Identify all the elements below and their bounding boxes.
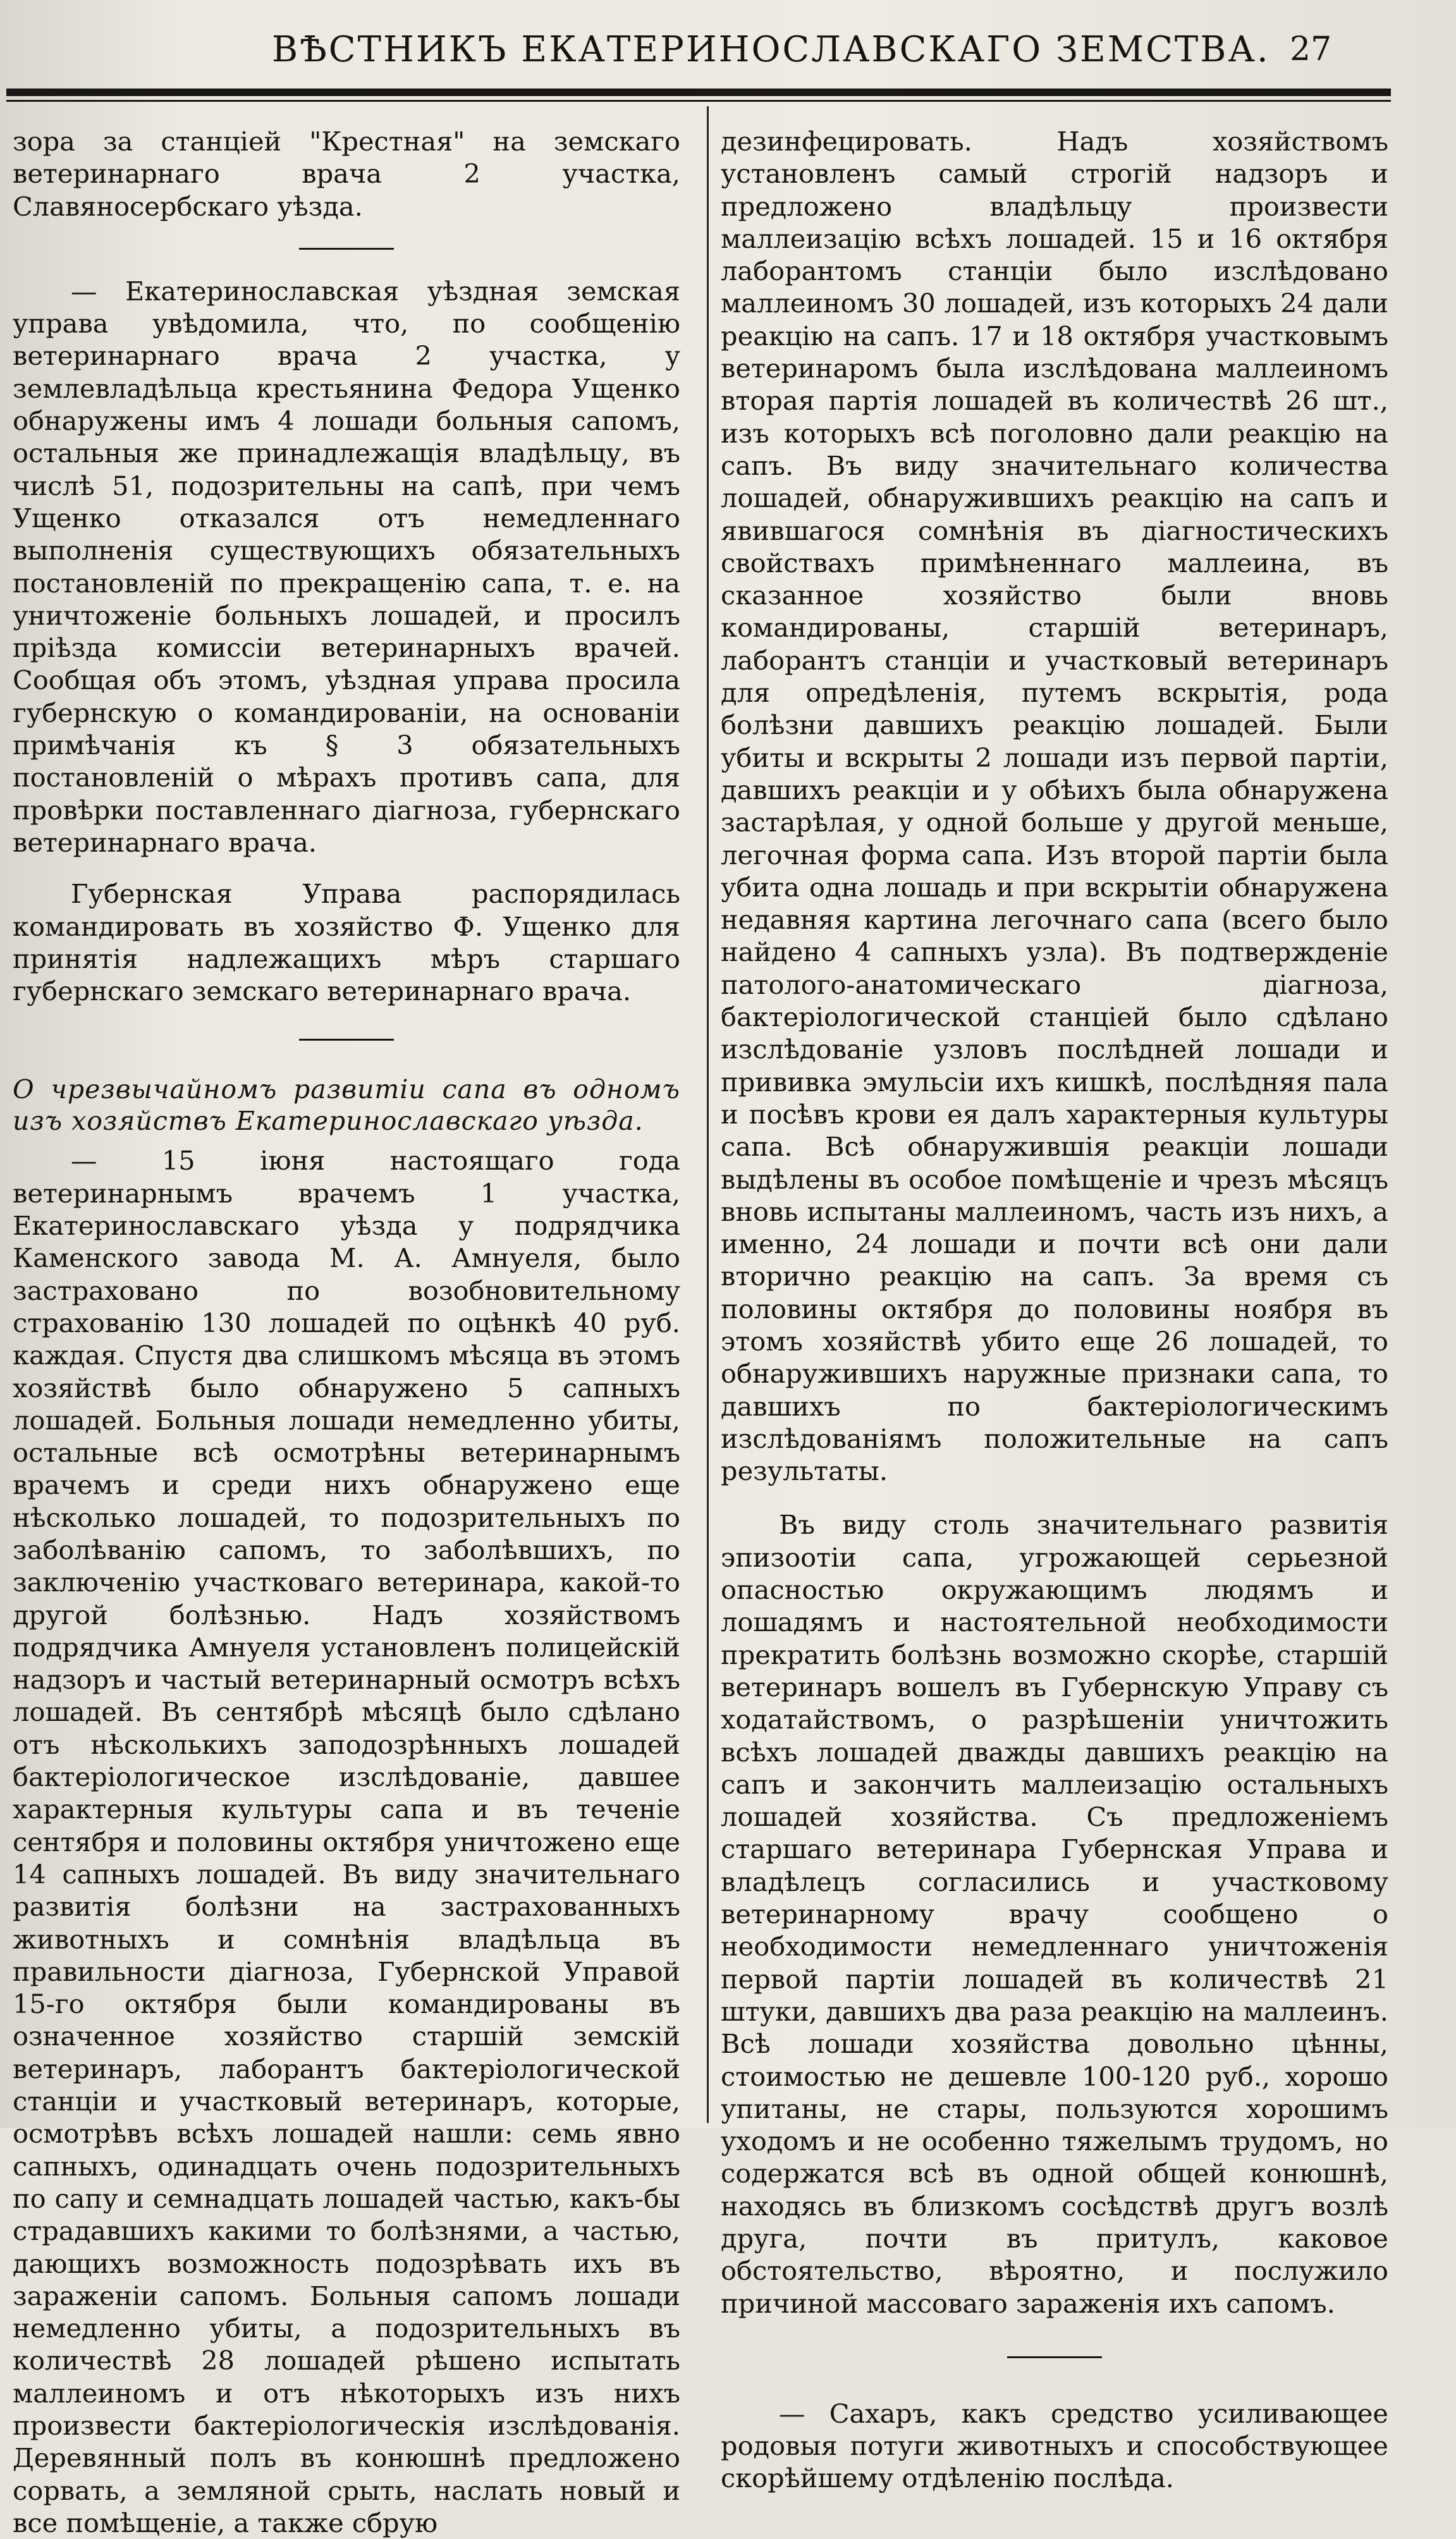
article-paragraph: — 15 iюня настоящаго года ветеринарнымъ врачемъ 1 участка, Екатеринославскаго уѣзда у подрядчика Каменского завода М. А. Амнуеля, было застраховано по возобновительному страхованiю 130 лошадей по оцѣнкѣ 40 руб. каждая. Спустя два слишкомъ мѣсяца въ этомъ хозяйствѣ было обнаружено 5 сапныхъ лошадей. Больныя лошади немедленно убиты, остальные всѣ осмотрѣны ветеринарнымъ врачемъ и среди нихъ обнаружено еще нѣсколько лошадей, то подозрительныхъ по заболѣванiю сапомъ, то заболѣвшихъ, по заключенiю участковаго ветеринара, какой-то другой болѣзнью. Надъ хозяйствомъ подрядчика Амнуеля установленъ полицейскiй надзоръ и частый ветеринарный осмотръ всѣхъ лошадей. Въ сентябрѣ мѣсяцѣ было сдѣлано отъ нѣсколькихъ заподозрѣнныхъ лошадей бактерiологическое изслѣдованiе, давшее характерныя культуры сапа и въ теченiе сентября и половины октября уничтожено еще 14 сапныхъ лошадей. Въ виду значительнаго развитiя болѣзни на застрахованныхъ животныхъ и сомнѣнiя владѣльца въ правильности дiагноза, Губернской Управой 15-го октября были командированы въ означенное хозяйство старшiй земскiй ветеринаръ, лаборантъ бактерiологической станцiи и участковый ветеринаръ, которые, осмотрѣвъ всѣхъ лошадей нашли: семь явно сапныхъ, одинадцать очень подозрительныхъ по сапу и семнадцать лошадей частью, какъ-бы страдавшихъ какими то болѣзнями, а частью, дающихъ возможность подозрѣвать ихъ въ зараженiи сапомъ. Больныя сапомъ лошади немедленно убиты, а подозрительныхъ въ количествѣ 28 лошадей рѣшено испытать маллеиномъ и отъ нѣкоторыхъ изъ нихъ произвести бактерiологическiя изслѣдованiя. Деревянный полъ въ конюшнѣ предложено сорвать, а земляной срыть, наслать новый и все помѣщенiе, а также сбрую xyxy=(13,1145,680,2538)
header-rule-thin xyxy=(6,100,1391,102)
continued-paragraph: зора за станцiей "Крестная" на земскаго ветеринарнаго врача 2 участка, Славяносербскаго уѣзда. xyxy=(13,126,680,222)
conclusion-paragraph: Въ виду столь значительнаго развитiя эпизоотiи сапа, угрожающей серьезной опасностью окружающимъ людямъ и лошадямъ и настоятельной необходимости прекратить болѣзнь возможно скорѣе, старшiй ветеринаръ вошелъ въ Губернскую Управу съ ходатайствомъ, о разрѣшенiи уничтожить всѣхъ лошадей дважды давшихъ реакцiю на сапъ и закончить маллеизацiю остальныхъ лошадей хозяйства. Съ предложенiемъ старшаго ветеринара Губернская Управа и владѣлецъ согласились и участковому ветеринарному врачу сообщено о необходимости немедленнаго уничтоженiя первой партiи лошадей въ количествѣ 21 штуки, давшихъ два раза реакцiю на маллеинъ. Всѣ лошади хозяйства довольно цѣнны, стоимостью не дешевле 100-120 руб., хорошо упитаны, не стары, пользуются хорошимъ уходомъ и не особенно тяжелымъ трудомъ, но содержатся всѣ въ одной общей конюшнѣ, находясь въ близкомъ сосѣдствѣ другъ возлѣ друга, почти въ притулъ, каковое обстоятельство, вѣроятно, и послужило причиной массоваго зараженiя ихъ сапомъ. xyxy=(721,1509,1388,2319)
left-column xyxy=(13,125,680,2539)
page-number: 27 xyxy=(1290,30,1332,68)
sugar-paragraph: — Сахаръ, какъ средство усиливающее родовыя потуги животныхъ и способствующее скорѣйшему отдѣленiю послѣда. xyxy=(721,2397,1388,2494)
continued-paragraph: дезинфецировать. Надъ хозяйствомъ установленъ самый строгiй надзоръ и предложено владѣльцу произвести маллеизацiю всѣхъ лошадей. 15 и 16 октября лаборантомъ станцiи было изслѣдовано маллеиномъ 30 лошадей, изъ которыхъ 24 дали реакцiю на сапъ. 17 и 18 октября участковымъ ветеринаромъ была изслѣдована маллеиномъ вторая партiя лошадей въ количествѣ 26 шт., изъ которыхъ всѣ поголовно дали реакцiю на сапъ. Въ виду значительнаго количества лошадей, обнаружившихъ реакцiю на сапъ и явившагося сомнѣнiя въ дiагностическихъ свойствахъ примѣненнаго маллеина, въ сказанное хозяйство были вновь командированы, старшiй ветеринаръ, лаборантъ станцiи и участковый ветеринаръ для опредѣленiя, путемъ вскрытiя, рода болѣзни давшихъ реакцiю лошадей. Были убиты и вскрыты 2 лошади изъ первой партiи, давшихъ реакцiи и у обѣихъ была обнаружена застарѣлая, у одной больше у другой меньше, легочная форма сапа. Изъ второй партiи была убита одна лошадь и при вскрытiи обнаружена недавняя картина легочнаго сапа (всего было найдено 4 сапныхъ узла). Въ подтвержденiе патолого-анатомическаго дiагноза, бактерiологической станцiей было сдѣлано изслѣдованiе узловъ послѣдней лошади и прививка эмульсiи ихъ кишкѣ, послѣдняя пала и посѣвъ крови ея далъ характерныя культуры сапа. Всѣ обнаружившiя реакцiи лошади выдѣлены въ особое помѣщенiе и чрезъ мѣсяцъ вновь испытаны маллеиномъ, часть изъ нихъ, а именно, 24 лошади и почти всѣ они дали вторично реакцiю на сапъ. За время съ половины октября до половины ноября въ этомъ хозяйствѣ убито еще 26 лошадей, то обнаружившихъ наружные признаки сапа, то давшихъ по бактерiологическимъ изслѣдованiямъ положительные на сапъ результаты. xyxy=(721,126,1388,1487)
article-heading: О чрезвычайномъ развитiи сапа въ одномъ изъ хозяйствъ Екатеринославскаго уѣзда. xyxy=(13,1074,680,1137)
notice-paragraph: — Екатеринославская уѣздная земская управа увѣдомила, что, по сообщенiю ветеринарнаго врача 2 участка, у землевладѣльца крестьянина Федора Ущенко обнаружены имъ 4 лошади больныя сапомъ, остальныя же принадлежащiя владѣльцу, въ числѣ 51, подозрительны на сапѣ, при чемъ Ущенко отказался отъ немедленнаго выполненiя существующихъ обязательныхъ постановленiй по прекращенiю сапа, т. е. на уничтоженiе больныхъ лошадей, и просилъ прiѣзда комиссiи ветеринарныхъ врачей. Сообщая объ этомъ, уѣздная управа просила губернскую о командированiи, на основанiи примѣчанiя къ § 3 обязательныхъ постановленiй о мѣрахъ противъ сапа, для провѣрки поставленнаго дiагноза, губернскаго ветеринарнаго врача. xyxy=(13,275,680,858)
right-column xyxy=(721,125,1388,2495)
header-rule-thick xyxy=(6,89,1391,96)
column-divider xyxy=(707,106,709,2123)
running-title: ВѢСТНИКЪ ЕКАТЕРИНОСЛАВСКАГО ЗЕМСТВА. xyxy=(272,29,1270,70)
page-header xyxy=(0,24,1456,75)
gubernia-paragraph: Губернская Управа распорядилась командировать въ хозяйство Ф. Ущенко для принятiя надлежащихъ мѣръ старшаго губернскаго земскаго ветеринарнаго врача. xyxy=(13,878,680,1007)
